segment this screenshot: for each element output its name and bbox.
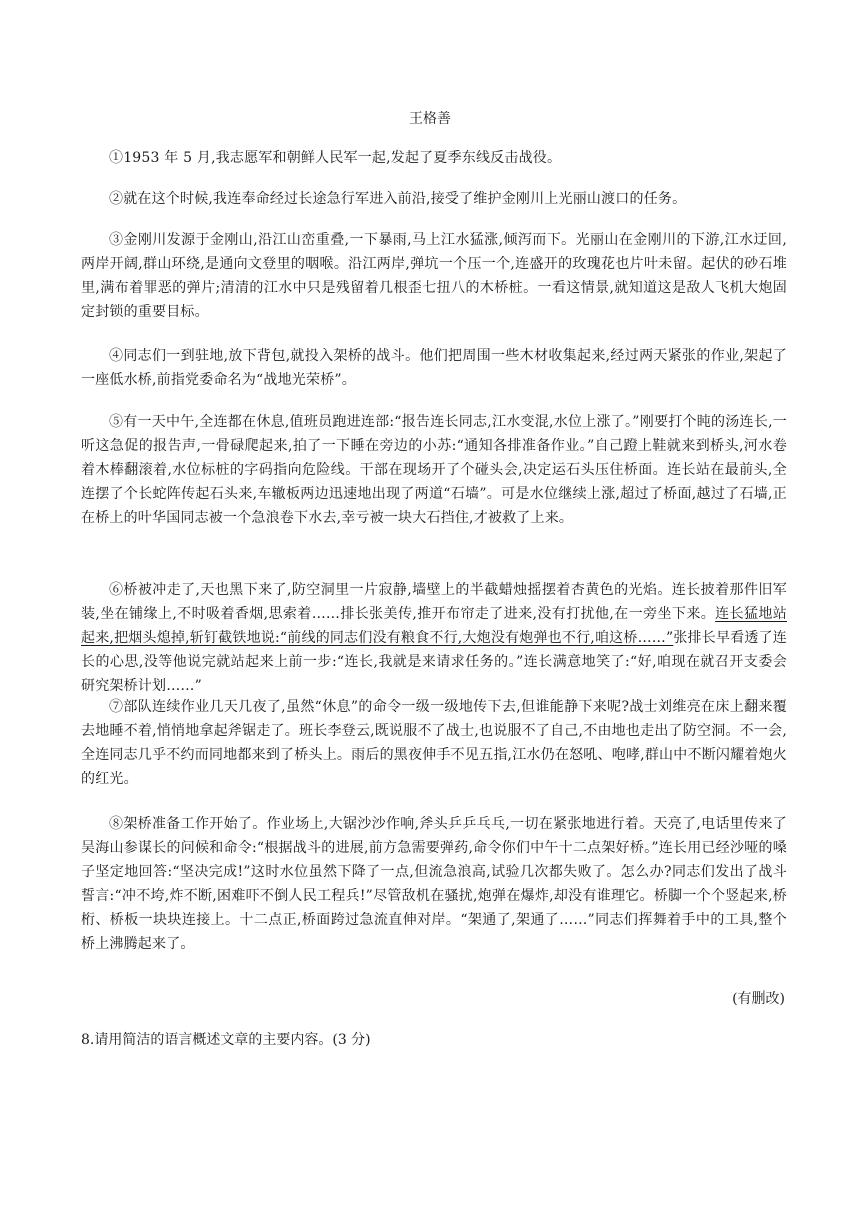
edit-note: (有删改) [732,991,785,1007]
paragraph-6 [81,578,787,698]
paragraph-1: ①1953 年 5 月,我志愿军和朝鲜人民军一起,发起了夏季东线反击战役。 [109,150,562,166]
paragraph-6-text-after: 张排长早看透了连长的心思,没等他说完就站起来上前一步:“连长,我就是来请求任务的。”连长满意地笑了:“好,咱现在就召开支委会研究架桥计划……” [81,630,788,694]
paragraph-6-text-before: ⑥桥被冲走了,天也黑下来了,防空洞里一片寂静,墙壁上的半截蜡烛摇摆着杏黄色的光焰。连长披着那件旧军装,坐在铺缘上,不时吸着香烟,思索着……排长张美传,推开布帘走了进来,没有打扰他,在一旁坐下来。 [81,582,787,622]
paragraph-8: ⑧架桥准备工作开始了。作业场上,大锯沙沙作响,斧头乒乒乓乓,一切在紧张地进行着。天亮了,电话里传来了吴海山参谋长的问候和命令:“根据战斗的进展,前方急需要弹药,命令你们中午十二点架好桥。”连长用已经沙哑的嗓子坚定地回答:“坚决完成!”这时水位虽然下降了一点,但流急浪高,试验几次都失败了。怎么办?同志们发出了战斗誓言:“冲不垮,炸不断,困难吓不倒人民工程兵!”尽管敌机在骚扰,炮弹在爆炸,却没有谁理它。桥脚一个个竖起来,桥桁、桥板一块块连接上。十二点正,桥面跨过急流直伸对岸。“架通了,架通了……”同志们挥舞着手中的工具,整个桥上沸腾起来了。 [81,816,787,952]
paragraph-5: ⑤有一天中午,全连都在休息,值班员跑进连部:“报告连长同志,江水变混,水位上涨了。”刚要打个盹的汤连长,一听这急促的报告声,一骨碌爬起来,拍了一下睡在旁边的小苏:“通知各排准备作业。”自己蹬上鞋就来到桥头,河水卷着木棒翻滚着,水位标桩的字码指向危险线。干部在现场开了个碰头会,决定运石头压住桥面。连长站在最前头,全连摆了个长蛇阵传起石头来,车辙板两边迅速地出现了两道“石墙”。可是水位继续上涨,超过了桥面,越过了石墙,正在桥上的叶华国同志被一个急浪卷下水去,幸亏被一块大石挡住,才被救了上来。 [81,414,787,526]
paragraph-4: ④同志们一到驻地,放下背包,就投入架桥的战斗。他们把周围一些木材收集起来,经过两天紧张的作业,架起了一座低水桥,前指党委命名为“战地光荣桥”。 [81,348,787,388]
paragraph-3: ③金刚川发源于金刚山,沿江山峦重叠,一下暴雨,马上江水猛涨,倾泻而下。光丽山在金刚川的下游,江水迂回,两岸开阔,群山环绕,是通向文登里的咽喉。沿江两岸,弹坑一个压一个,连盛开的玫瑰花也片叶未留。起伏的砂石堆里,满布着罪恶的弹片;清清的江水中只是残留着几根歪七扭八的木桥桩。一看这情景,就知道这是敌人飞机大炮固定封锁的重要目标。 [81,232,787,320]
question-8: 8.请用简洁的语言概述文章的主要内容。(3 分) [81,1032,371,1048]
paragraph-6-underlined-text: 连长猛地站起来,把烟头熄掉,斩钉截铁地说:“前线的同志们没有粮食不行,大炮没有炮弹也不行,咱这桥……” [81,606,787,646]
paragraph-7: ⑦部队连续作业几天几夜了,虽然“休息”的命令一级一级地传下去,但谁能静下来呢?战士刘维亮在床上翻来覆去地睡不着,悄悄地拿起斧锯走了。班长李登云,既说服不了战士,也说服不了自己,不由地也走出了防空洞。不一会,全连同志几乎不约而同地都来到了桥头上。雨后的黑夜伸手不见五指,江水仍在怒吼、咆哮,群山中不断闪耀着炮火的红光。 [81,699,787,787]
paragraph-2: ②就在这个时候,我连奉命经过长途急行军进入前沿,接受了维护金刚川上光丽山渡口的任务。 [109,191,687,207]
author-name: 王格善 [409,111,451,127]
